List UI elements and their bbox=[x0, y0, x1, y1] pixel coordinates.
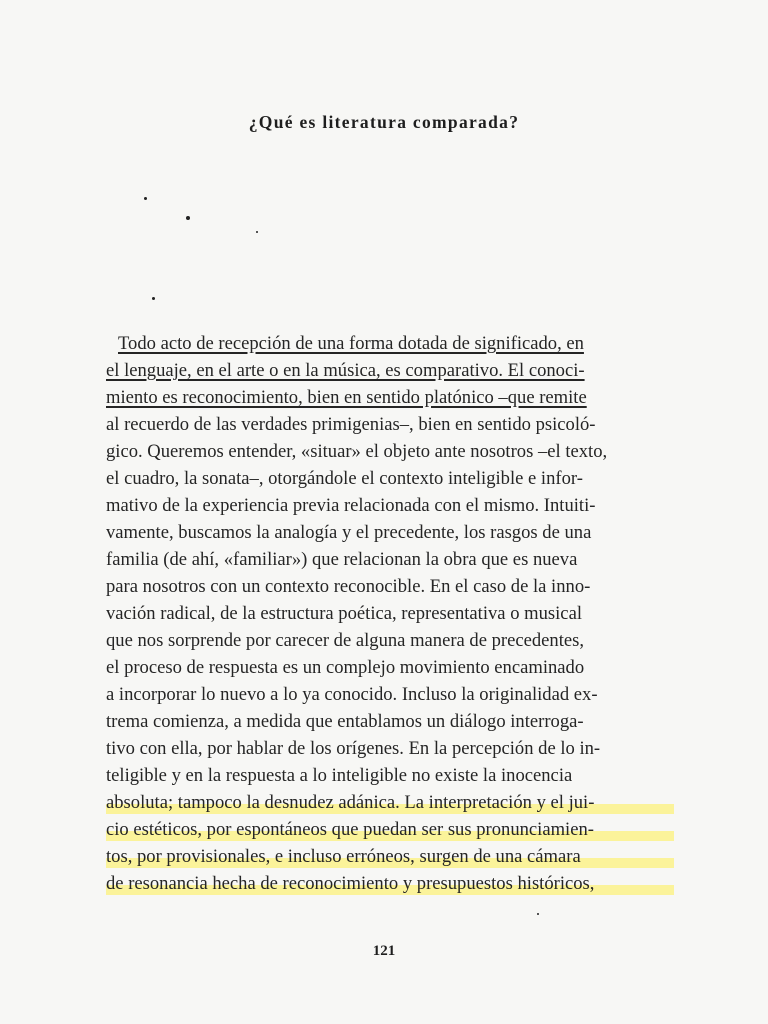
text-line: que nos sorprende por carecer de alguna manera de precedentes, bbox=[106, 630, 585, 651]
text-line: vamente, buscamos la analogía y el precedente, los rasgos de una bbox=[106, 522, 592, 543]
text-line: al recuerdo de las verdades primigenias–, bien en sentido psicoló- bbox=[106, 414, 596, 435]
text-line: absoluta; tampoco la desnudez adánica. La interpretación y el jui- bbox=[106, 789, 674, 816]
page-number: 121 bbox=[372, 943, 396, 959]
text-line: miento es reconocimiento, bien en sentido platónico –que remite bbox=[106, 387, 587, 408]
text-line: familia (de ahí, «familiar») que relacionan la obra que es nueva bbox=[106, 549, 578, 570]
page-title: ¿Qué es literatura comparada? bbox=[248, 112, 520, 132]
text-line: mativo de la experiencia previa relacionada con el mismo. Intuiti- bbox=[106, 495, 596, 516]
text-line: el cuadro, la sonata–, otorgándole el contexto inteligible e infor- bbox=[106, 468, 583, 489]
ink-speck bbox=[186, 216, 190, 220]
ink-speck bbox=[152, 297, 155, 300]
text-line: cio estéticos, por espontáneos que puedan ser sus pronunciamien- bbox=[106, 816, 674, 843]
text-line: tos, por provisionales, e incluso erróneos, surgen de una cámara bbox=[106, 843, 674, 870]
text-line: trema comienza, a medida que entablamos un diálogo interroga- bbox=[106, 711, 584, 732]
text-line: teligible y en la respuesta a lo inteligible no existe la inocencia bbox=[106, 765, 573, 786]
ink-speck bbox=[537, 913, 539, 915]
text-line: vación radical, de la estructura poética, representativa o musical bbox=[106, 603, 582, 624]
text-line: el lenguaje, en el arte o en la música, es comparativo. El conoci- bbox=[106, 360, 585, 381]
text-line: Todo acto de recepción de una forma dotada de significado, en bbox=[118, 333, 584, 354]
text-line: gico. Queremos entender, «situar» el objeto ante nosotros –el texto, bbox=[106, 441, 608, 462]
text-line: tivo con ella, por hablar de los orígenes. En la percepción de lo in- bbox=[106, 738, 601, 759]
ink-speck bbox=[256, 231, 258, 233]
text-line: para nosotros con un contexto reconocible. En el caso de la inno- bbox=[106, 576, 591, 597]
ink-speck bbox=[144, 197, 147, 200]
text-line: el proceso de respuesta es un complejo movimiento encaminado bbox=[106, 657, 585, 678]
text-line: de resonancia hecha de reconocimiento y presupuestos históricos, bbox=[106, 870, 674, 897]
text-line: a incorporar lo nuevo a lo ya conocido. Incluso la originalidad ex- bbox=[106, 684, 598, 705]
